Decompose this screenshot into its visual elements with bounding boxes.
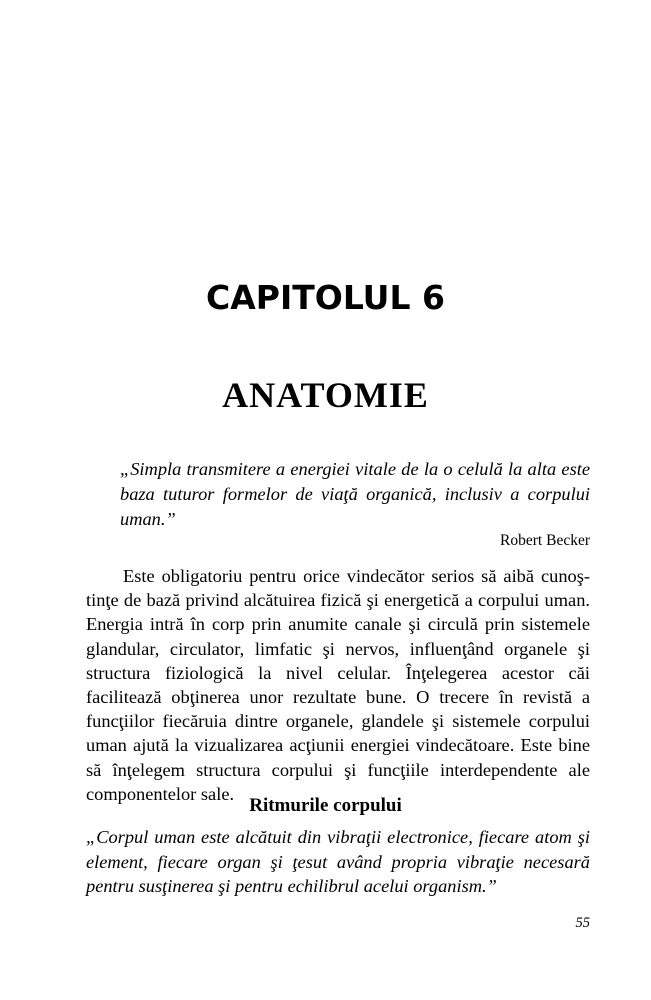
body-paragraph: Este obligatoriu pentru orice vindecător serios să aibă cunoştinţe de bază privind alcătuirea fizică şi energetică a corpului uman. Energia intră în corp prin anumite canale şi circulă prin sistemele glandular, circulator, limfatic şi nervos, influenţând organele şi structura fiziologică la nivel celular. Înţelegerea acestor căi facilitează obţinerea unor rezultate bune. O trecere în revistă a funcţiilor fiecăruia dintre organele, glandele şi sistemele corpului uman ajută la vizualizarea acţiunii energiei vindecătoare. Este bine să înţelegem structura corpului şi funcţiile interdependente ale componentelor sale. [86, 566, 590, 804]
section-quote: „Corpul uman este alcătuit din vibraţii electronice, fiecare atom şi element, fiecare organ şi ţesut având propria vibraţie necesară pentru susţinerea şi pentru echilibrul acelui organism.” [86, 827, 590, 896]
page-number: 55 [575, 915, 590, 931]
chapter-label: CAPITOLUL 6 [206, 278, 445, 317]
epigraph-author: Robert Becker [500, 532, 590, 549]
chapter-title: ANATOMIE [222, 375, 429, 415]
section-heading: Ritmurile corpului [249, 795, 402, 816]
epigraph-quote: „Simpla transmitere a energiei vitale de la o celulă la alta este baza tuturor formelor de viaţă organică, inclusiv a corpului uman.” [120, 459, 590, 529]
